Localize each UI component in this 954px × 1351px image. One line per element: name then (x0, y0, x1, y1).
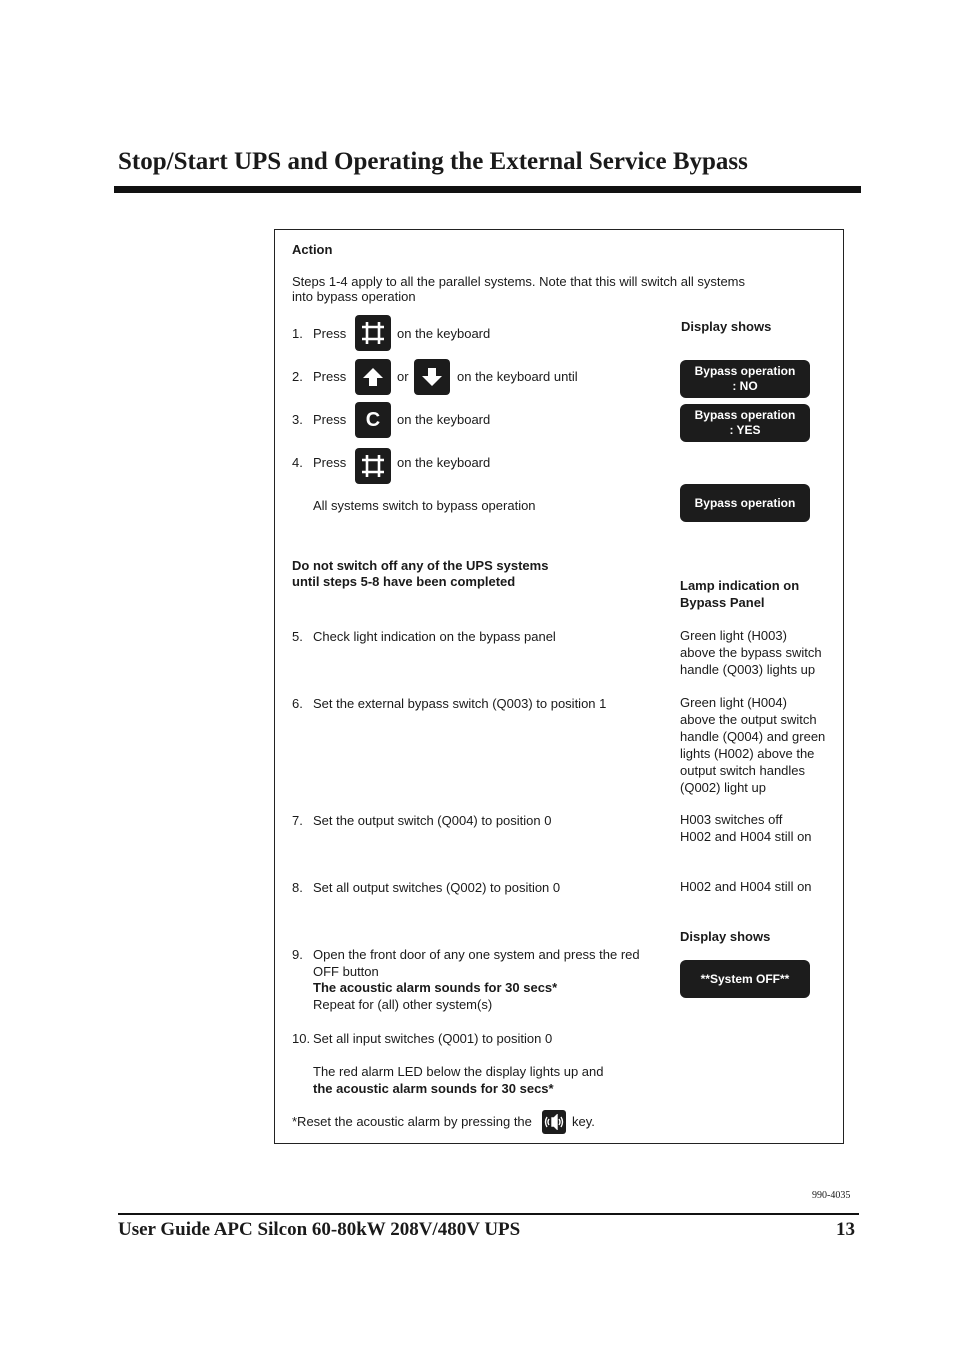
step-6-lamp-1: Green light (H004) (680, 695, 787, 710)
alarm-mute-key-icon (542, 1110, 566, 1134)
step-7-number: 7. (292, 813, 303, 828)
step-8-lamp-1: H002 and H004 still on (680, 879, 812, 894)
display-bypass-yes (680, 404, 810, 442)
display-system-off (680, 960, 810, 998)
guide-title: User Guide APC Silcon 60-80kW 208V/480V UPS (118, 1219, 521, 1240)
step-6-lamp-6: (Q002) light up (680, 780, 766, 795)
reset-key-text: key. (572, 1114, 595, 1129)
footer-rule (118, 1213, 859, 1215)
document-number: 990-4035 (812, 1190, 851, 1201)
intro-line-1: Steps 1-4 apply to all the parallel systems. Note that this will switch all systems (292, 274, 746, 289)
arrow-up-key-icon (355, 359, 391, 395)
alarm-line-1: The red alarm LED below the display lights up and (313, 1064, 604, 1079)
step-3-press: Press (313, 412, 347, 427)
step-5-lamp-1: Green light (H003) (680, 628, 787, 643)
display-heading-2: Display shows (680, 929, 771, 944)
step-2-number: 2. (292, 369, 303, 384)
step-1-text: on the keyboard (397, 326, 491, 341)
display-line: Bypass operation (694, 364, 796, 378)
step-9-line-3: The acoustic alarm sounds for 30 secs* (313, 980, 558, 995)
step-7-lamp-2: H002 and H004 still on (680, 829, 812, 844)
step-10-number: 10. (292, 1031, 311, 1046)
step-9-line-2: OFF button (313, 964, 379, 979)
step-5-lamp-3: handle (Q003) lights up (680, 662, 816, 677)
step-4-number: 4. (292, 455, 303, 470)
arrow-down-key-icon (414, 359, 450, 395)
c-key-icon: C (355, 402, 391, 438)
display-line: : YES (729, 423, 761, 437)
all-systems-bypass-text: All systems switch to bypass operation (313, 498, 536, 513)
step-3-number: 3. (292, 412, 303, 427)
step-8-text: Set all output switches (Q002) to position 0 (313, 880, 561, 895)
step-4-text: on the keyboard (397, 455, 491, 470)
step-6-lamp-5: output switch handles (680, 763, 806, 778)
step-3-text: on the keyboard (397, 412, 491, 427)
step-6-lamp-4: lights (H002) above the (680, 746, 815, 761)
step-9-line-1: Open the front door of any one system and press the red (313, 947, 640, 962)
step-2-press: Press (313, 369, 347, 384)
action-heading: Action (292, 242, 333, 257)
step-7-lamp-1: H003 switches off (680, 812, 783, 827)
step-1-number: 1. (292, 326, 303, 341)
step-7-text: Set the output switch (Q004) to position 0 (313, 813, 552, 828)
step-9-line-4: Repeat for (all) other system(s) (313, 997, 493, 1012)
step-1-press: Press (313, 326, 347, 341)
step-6-lamp-3: handle (Q004) and green (680, 729, 826, 744)
step-4-press: Press (313, 455, 347, 470)
display-line: **System OFF** (700, 971, 790, 986)
display-bypass (680, 484, 810, 522)
step-5-number: 5. (292, 629, 303, 644)
step-8-number: 8. (292, 880, 303, 895)
title-rule (114, 186, 861, 193)
step-10-text: Set all input switches (Q001) to position 0 (313, 1031, 553, 1046)
lamp-heading-line-1: Lamp indication on (680, 578, 800, 593)
step-2-text: on the keyboard until (457, 369, 578, 384)
reset-text: *Reset the acoustic alarm by pressing the (292, 1114, 532, 1129)
step-6-lamp-2: above the output switch (680, 712, 817, 727)
lamp-heading-line-2: Bypass Panel (680, 595, 765, 610)
page-title: Stop/Start UPS and Operating the External Service Bypass (118, 148, 748, 175)
frame-key-icon (355, 448, 391, 484)
intro-line-2: into bypass operation (292, 289, 416, 304)
display-line: : NO (732, 379, 758, 393)
step-9-number: 9. (292, 947, 303, 962)
display-line: Bypass operation (694, 408, 796, 422)
step-6-text: Set the external bypass switch (Q003) to position 1 (313, 696, 607, 711)
step-5-text: Check light indication on the bypass panel (313, 629, 556, 644)
alarm-line-2: the acoustic alarm sounds for 30 secs* (313, 1081, 554, 1096)
page-number: 13 (836, 1219, 855, 1240)
display-line: Bypass operation (694, 495, 796, 510)
step-2-or: or (397, 369, 409, 384)
warning-line-2: until steps 5-8 have been completed (292, 574, 516, 589)
step-6-number: 6. (292, 696, 303, 711)
warning-line-1: Do not switch off any of the UPS systems (292, 558, 549, 573)
display-heading: Display shows (681, 319, 772, 334)
frame-key-icon (355, 315, 391, 351)
display-bypass-no (680, 360, 810, 398)
step-5-lamp-2: above the bypass switch (680, 645, 822, 660)
